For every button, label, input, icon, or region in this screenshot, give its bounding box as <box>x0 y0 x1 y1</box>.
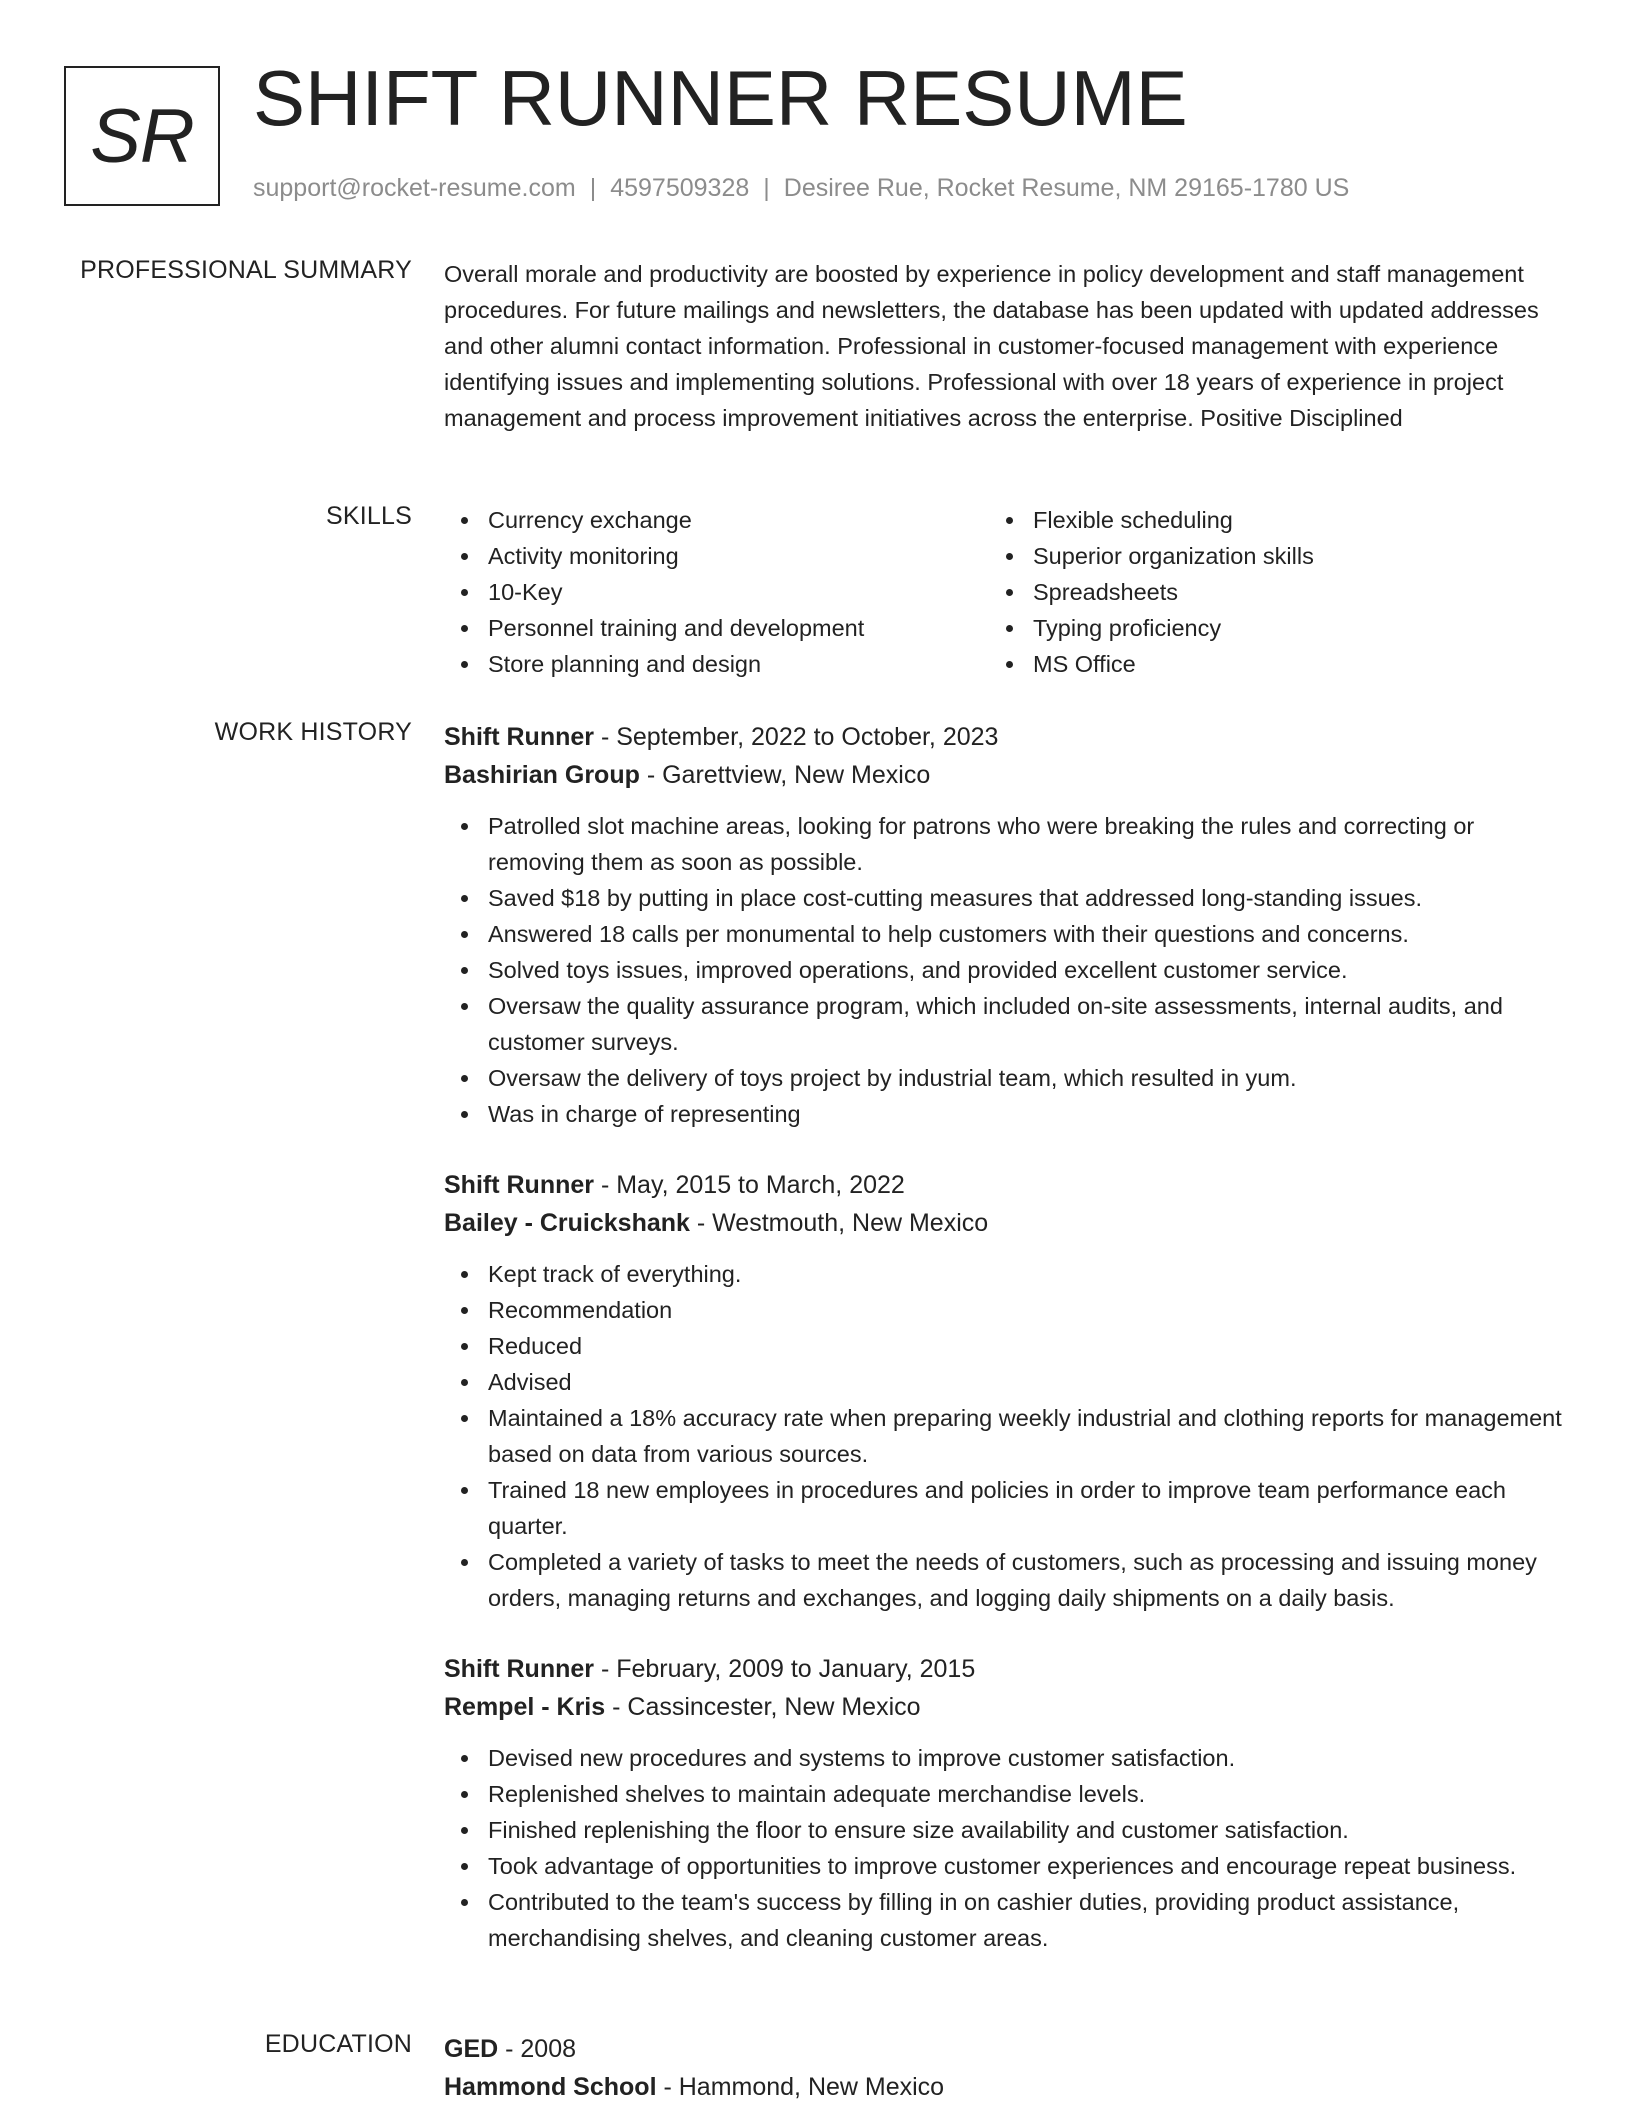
resume-title: SHIFT RUNNER RESUME <box>253 54 1188 142</box>
job-bullet: Answered 18 calls per monumental to help customers with their questions and concerns. <box>444 916 1564 952</box>
skill-item: 10-Key <box>444 574 989 610</box>
education-location: - Hammond, New Mexico <box>656 2073 945 2101</box>
education-school: Hammond School <box>444 2073 657 2101</box>
skill-item: MS Office <box>989 646 1534 682</box>
job-entry <box>444 1166 1564 1616</box>
contact-email[interactable]: support@rocket-resume.com <box>253 174 576 202</box>
contact-address: Desiree Rue, Rocket Resume, NM 29165-1780 US <box>783 174 1350 202</box>
job-bullet: Kept track of everything. <box>444 1256 1564 1292</box>
job-bullet-list <box>444 1740 1564 1956</box>
job-company: Bashirian Group <box>444 761 640 789</box>
job-bullet-list <box>444 808 1564 1132</box>
skills-list-left <box>444 502 989 682</box>
job-location: - Garettview, New Mexico <box>639 761 931 789</box>
job-location: - Cassincester, New Mexico <box>605 1693 921 1721</box>
job-entry <box>444 718 1564 1132</box>
job-bullet: Oversaw the quality assurance program, which included on-site assessments, internal audits, and customer surveys. <box>444 988 1564 1060</box>
job-bullet: Contributed to the team's success by filling in on cashier duties, providing product assistance, merchandising shelves, and cleaning customer areas. <box>444 1884 1564 1956</box>
summary-body <box>444 256 1564 436</box>
job-company: Bailey - Cruickshank <box>444 1209 690 1237</box>
skills-column-left <box>444 502 989 682</box>
skill-item: Personnel training and development <box>444 610 989 646</box>
section-label-skills: SKILLS <box>326 502 412 530</box>
job-bullet: Replenished shelves to maintain adequate merchandise levels. <box>444 1776 1564 1812</box>
job-bullet: Maintained a 18% accuracy rate when preparing weekly industrial and clothing reports for management based on data from various sources. <box>444 1400 1564 1472</box>
section-label-work-history: WORK HISTORY <box>214 718 412 746</box>
job-title-line <box>444 1166 1564 1204</box>
job-company-line <box>444 1204 1564 1242</box>
job-company-line <box>444 1688 1564 1726</box>
job-title-line <box>444 1650 1564 1688</box>
job-bullet: Patrolled slot machine areas, looking for patrons who were breaking the rules and correcting or removing them as soon as possible. <box>444 808 1564 880</box>
contact-separator: | <box>589 174 597 202</box>
skill-item: Flexible scheduling <box>989 502 1534 538</box>
education-degree-line <box>444 2030 1564 2068</box>
skill-item: Store planning and design <box>444 646 989 682</box>
job-bullet-list <box>444 1256 1564 1616</box>
job-bullet: Advised <box>444 1364 1564 1400</box>
job-company: Rempel - Kris <box>444 1693 606 1721</box>
section-label-education: EDUCATION <box>264 2030 412 2058</box>
job-bullet: Took advantage of opportunities to improve customer experiences and encourage repeat business. <box>444 1848 1564 1884</box>
section-label-summary: PROFESSIONAL SUMMARY <box>80 256 412 284</box>
skills-list-right <box>989 502 1534 682</box>
job-bullet: Oversaw the delivery of toys project by industrial team, which resulted in yum. <box>444 1060 1564 1096</box>
monogram-logo: SR <box>64 66 220 206</box>
job-bullet: Was in charge of representing <box>444 1096 1564 1132</box>
skills-column-right <box>989 502 1534 682</box>
skill-item: Currency exchange <box>444 502 989 538</box>
job-title: Shift Runner <box>444 1171 594 1199</box>
contact-line <box>253 174 1349 203</box>
summary-text: Overall morale and productivity are boosted by experience in policy development and staff management procedures. For future mailings and newsletters, the database has been updated with updated addresses and other alumni contact information. Professional in customer-focused management with experience identifying issues and implementing solutions. Professional with over 18 years of experience in project management and process improvement initiatives across the enterprise. Positive Disciplined <box>444 261 1539 431</box>
skills-body <box>444 502 1564 682</box>
job-bullet: Devised new procedures and systems to improve customer satisfaction. <box>444 1740 1564 1776</box>
education-year: - 2008 <box>498 2035 577 2063</box>
skill-item: Spreadsheets <box>989 574 1534 610</box>
job-entry <box>444 1650 1564 1956</box>
job-bullet: Solved toys issues, improved operations, and provided excellent customer service. <box>444 952 1564 988</box>
job-title-line <box>444 718 1564 756</box>
job-title: Shift Runner <box>444 1655 594 1683</box>
job-bullet: Reduced <box>444 1328 1564 1364</box>
job-bullet: Trained 18 new employees in procedures and policies in order to improve team performance each quarter. <box>444 1472 1564 1544</box>
education-school-line <box>444 2068 1564 2106</box>
contact-phone[interactable]: 4597509328 <box>610 174 750 202</box>
job-bullet: Saved $18 by putting in place cost-cutting measures that addressed long-standing issues. <box>444 880 1564 916</box>
job-dates: - February, 2009 to January, 2015 <box>594 1655 976 1683</box>
skill-item: Activity monitoring <box>444 538 989 574</box>
job-bullet: Recommendation <box>444 1292 1564 1328</box>
work-history-body <box>444 718 1564 1956</box>
job-bullet: Finished replenishing the floor to ensure size availability and customer satisfaction. <box>444 1812 1564 1848</box>
job-dates: - September, 2022 to October, 2023 <box>594 723 999 751</box>
skill-item: Superior organization skills <box>989 538 1534 574</box>
skill-item: Typing proficiency <box>989 610 1534 646</box>
skills-grid <box>444 502 1564 682</box>
job-dates: - May, 2015 to March, 2022 <box>594 1171 905 1199</box>
job-location: - Westmouth, New Mexico <box>689 1209 989 1237</box>
job-bullet: Completed a variety of tasks to meet the needs of customers, such as processing and issuing money orders, managing returns and exchanges, and logging daily shipments on a daily basis. <box>444 1544 1564 1616</box>
job-company-line <box>444 756 1564 794</box>
contact-separator: | <box>763 174 770 202</box>
education-body <box>444 2030 1564 2106</box>
education-degree: GED <box>444 2035 499 2063</box>
job-title: Shift Runner <box>444 723 594 751</box>
